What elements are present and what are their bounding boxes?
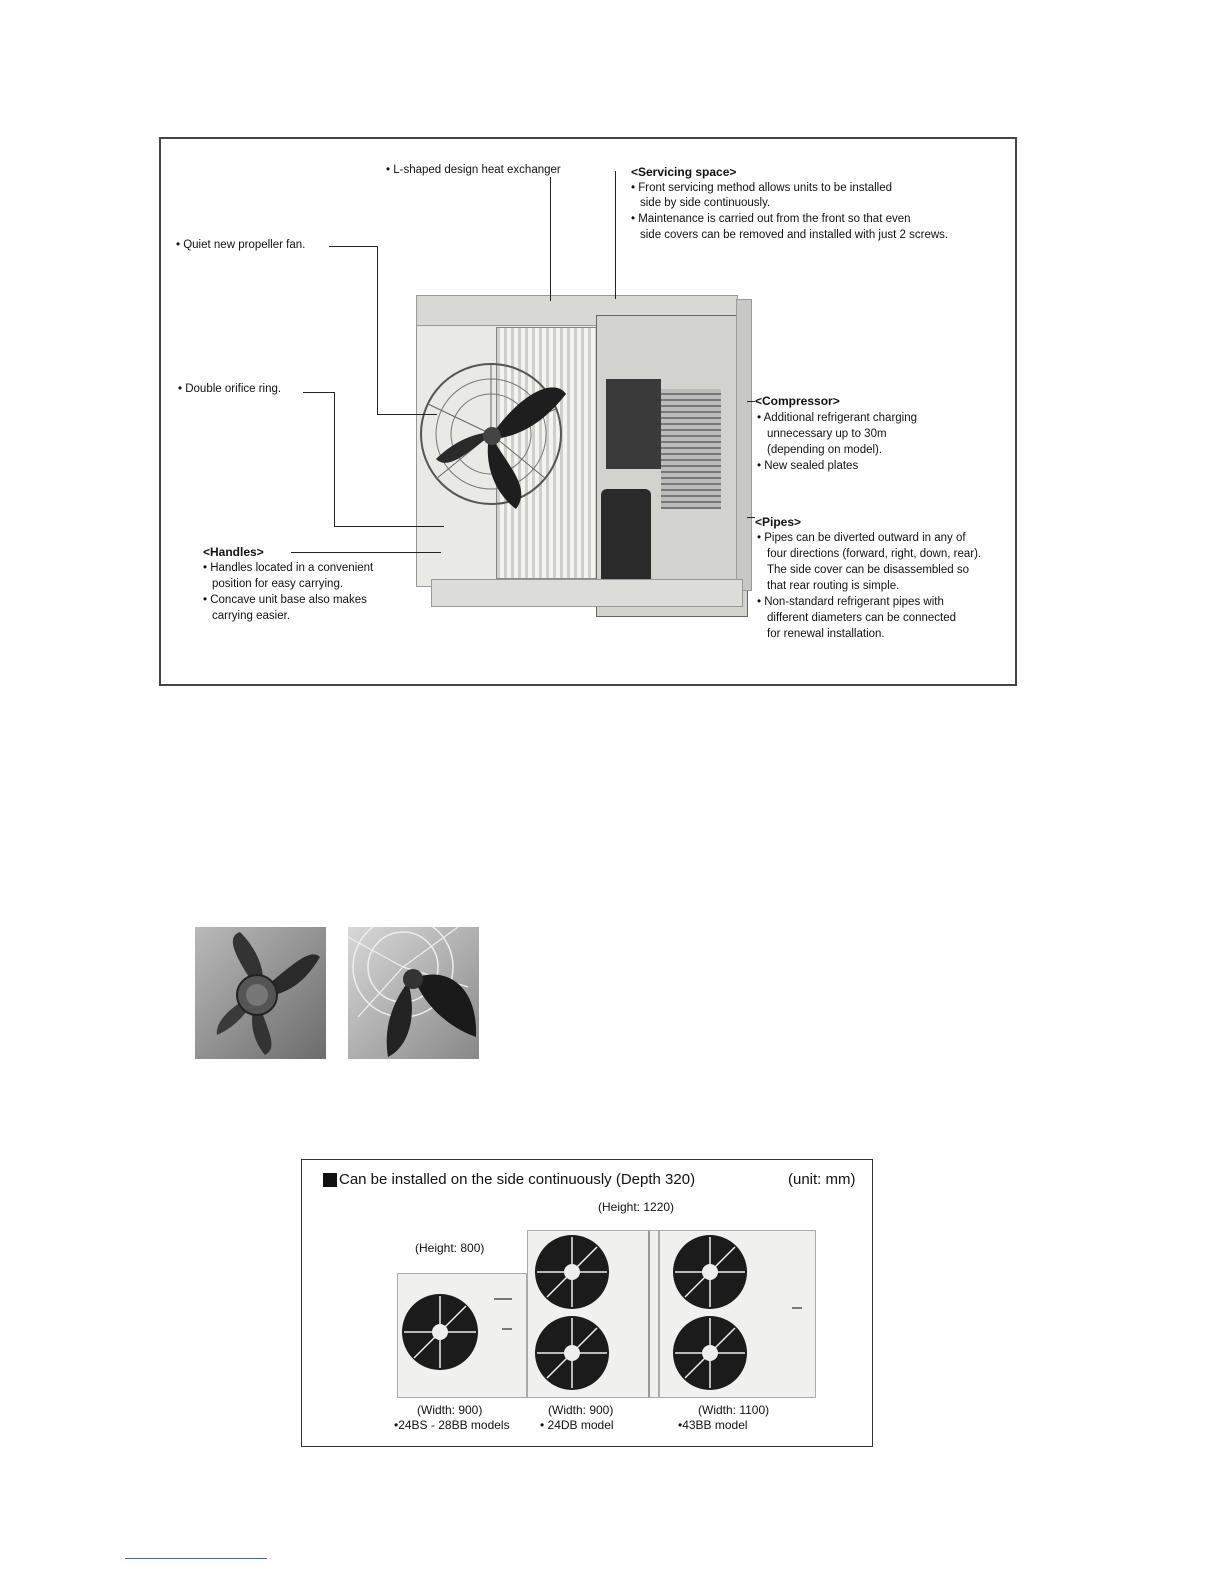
col2-model-label: • 24DB model bbox=[540, 1418, 614, 1432]
installation-box bbox=[301, 1159, 873, 1447]
side-cover bbox=[736, 299, 752, 591]
propeller-fan-label: • Quiet new propeller fan. bbox=[176, 239, 306, 251]
height-small-label: (Height: 800) bbox=[415, 1241, 485, 1255]
compressor-line: • Additional refrigerant charging bbox=[757, 412, 918, 424]
pipes-line: • Pipes can be diverted outward in any of bbox=[757, 532, 966, 544]
handles-line: • Handles located in a convenient bbox=[203, 562, 374, 574]
orifice-ring-label: • Double orifice ring. bbox=[178, 383, 282, 395]
fan-guard-photo bbox=[348, 927, 479, 1059]
leader-line bbox=[377, 246, 378, 414]
height-large-label: (Height: 1220) bbox=[598, 1200, 675, 1214]
handles-title: <Handles> bbox=[203, 545, 264, 559]
single-fan-graphic bbox=[398, 1274, 526, 1397]
col3-model-label: •43BB model bbox=[678, 1418, 748, 1432]
leader-line bbox=[334, 526, 444, 527]
leader-line bbox=[615, 171, 616, 299]
pipes-line: that rear routing is simple. bbox=[767, 580, 900, 592]
twin-fan-graphic bbox=[660, 1231, 815, 1397]
servicing-line: side covers can be removed and installed with just 2 screws. bbox=[640, 229, 949, 241]
servicing-space-title: <Servicing space> bbox=[631, 165, 737, 179]
pipes-line: for renewal installation. bbox=[767, 628, 885, 640]
features-diagram bbox=[159, 137, 1017, 686]
install-title: Can be installed on the side continuously (Depth 320) bbox=[339, 1171, 696, 1188]
footer-rule bbox=[125, 1558, 267, 1559]
pipes-line: four directions (forward, right, down, rear). bbox=[767, 548, 982, 560]
leader-line bbox=[334, 392, 335, 527]
black-square-bullet-icon bbox=[323, 1173, 337, 1187]
col3-width-label: (Width: 1100) bbox=[698, 1403, 770, 1417]
twin-fan-graphic bbox=[528, 1231, 658, 1397]
leader-line bbox=[550, 177, 551, 301]
pipes-title: <Pipes> bbox=[755, 515, 802, 529]
col1-model-label: •24BS - 28BB models bbox=[394, 1418, 510, 1432]
unit-base bbox=[431, 579, 743, 607]
piping-shape bbox=[661, 389, 721, 509]
tall-outdoor-unit-900 bbox=[527, 1230, 659, 1398]
servicing-line: • Maintenance is carried out from the front so that even bbox=[631, 213, 911, 225]
control-box bbox=[606, 379, 661, 469]
handles-line: carrying easier. bbox=[212, 610, 290, 622]
col2-width-label: (Width: 900) bbox=[548, 1403, 614, 1417]
propeller-fan-photo bbox=[195, 927, 326, 1059]
servicing-line: • Front servicing method allows units to be installed bbox=[631, 182, 892, 194]
leader-line bbox=[291, 552, 441, 553]
pipes-line: • Non-standard refrigerant pipes with bbox=[757, 596, 944, 608]
compressor-line: unnecessary up to 30m bbox=[767, 428, 887, 440]
small-outdoor-unit bbox=[397, 1273, 527, 1398]
leader-line bbox=[747, 517, 755, 518]
handles-line: position for easy carrying. bbox=[212, 578, 344, 590]
unit-of-measure: (unit: mm) bbox=[788, 1171, 856, 1188]
pipes-line: The side cover can be disassembled so bbox=[767, 564, 969, 576]
col1-width-label: (Width: 900) bbox=[417, 1403, 483, 1417]
leader-line bbox=[329, 246, 377, 247]
handles-line: • Concave unit base also makes bbox=[203, 594, 367, 606]
leader-line bbox=[747, 401, 755, 402]
compressor-line: (depending on model). bbox=[767, 444, 883, 456]
leader-line bbox=[377, 414, 437, 415]
compressor-line: • New sealed plates bbox=[757, 460, 859, 472]
pipes-line: different diameters can be connected bbox=[767, 612, 957, 624]
propeller-fan-graphic bbox=[416, 349, 576, 519]
propeller-fan-photo-graphic bbox=[195, 927, 326, 1059]
servicing-line: side by side continuously. bbox=[640, 197, 771, 209]
heat-exchanger-label: • L-shaped design heat exchanger bbox=[386, 164, 561, 176]
compressor-title: <Compressor> bbox=[755, 394, 840, 408]
leader-line bbox=[303, 392, 335, 393]
tall-outdoor-unit-1100 bbox=[659, 1230, 816, 1398]
fan-guard-photo-graphic bbox=[348, 927, 479, 1059]
